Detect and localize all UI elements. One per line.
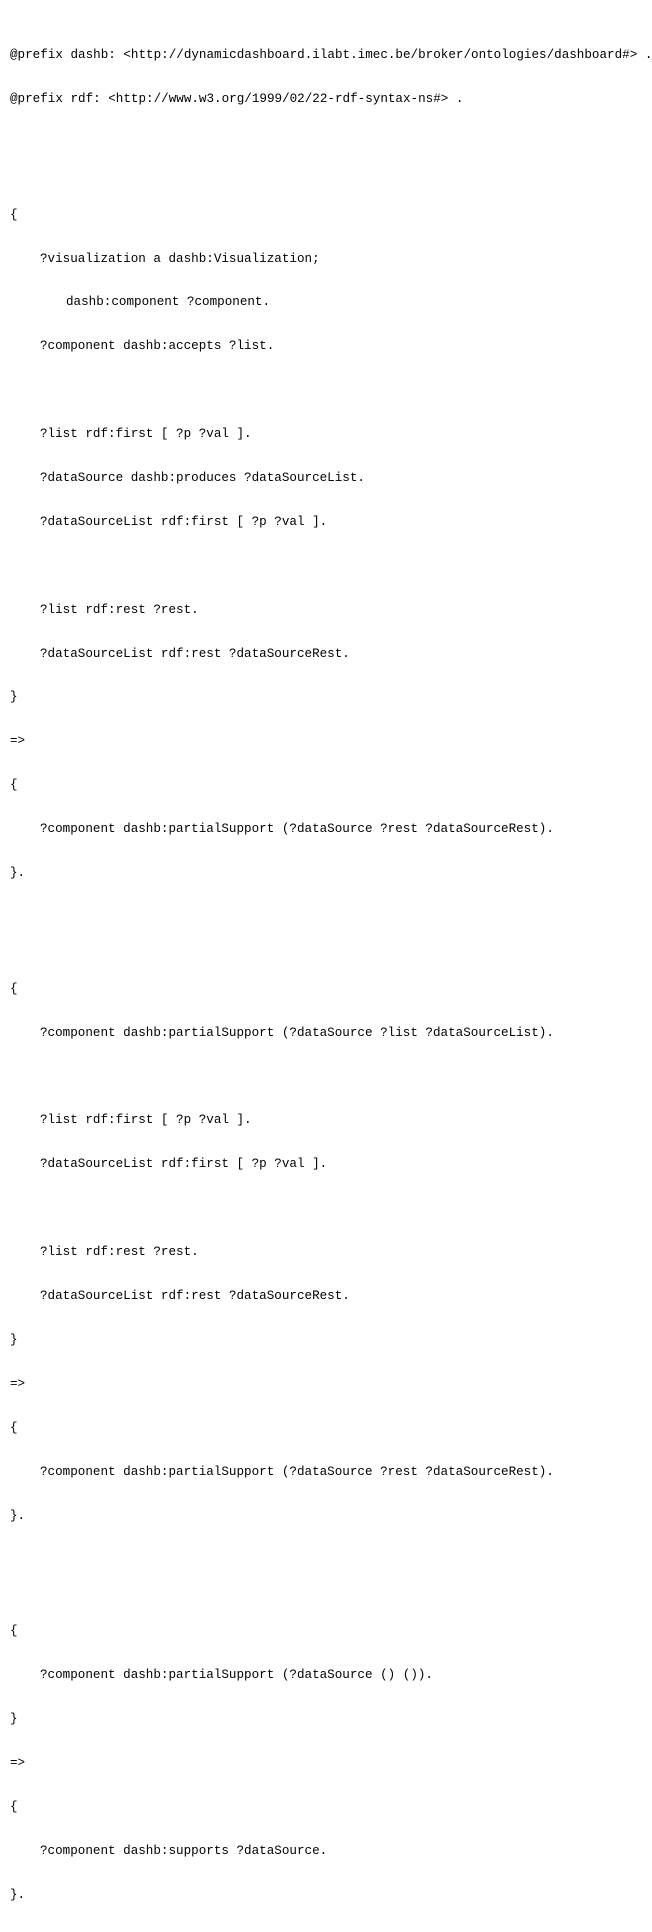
rule1-open-brace: { <box>10 207 18 222</box>
rule1-conclusion-open: { <box>10 778 18 793</box>
rule1-premise-line: ?component dashb:accepts ?list. <box>40 339 275 354</box>
blank-line <box>10 910 610 926</box>
rule2-premise-line: ?component dashb:partialSupport (?dataSource ?list ?dataSourceList). <box>40 1025 554 1040</box>
prefix-rdf-line: @prefix rdf: <http://www.w3.org/1999/02/22-rdf-syntax-ns#> . <box>10 91 464 106</box>
rule2-premise-line: ?list rdf:first [ ?p ?val ]. <box>40 1113 252 1128</box>
rule2-implies: => <box>10 1376 26 1391</box>
rule3-close-brace: } <box>10 1712 18 1727</box>
code-listing <box>10 6 652 1932</box>
rule3-premise-line: ?component dashb:partialSupport (?dataSource () ()). <box>40 1668 433 1683</box>
rule2-end: }. <box>10 1508 26 1523</box>
rule2-conclusion-open: { <box>10 1420 18 1435</box>
rule1-premise-line: ?dataSource dashb:produces ?dataSourceList. <box>40 471 365 486</box>
rule3-conclusion-line: ?component dashb:supports ?dataSource. <box>40 1843 328 1858</box>
rule1-close-brace: } <box>10 690 18 705</box>
rule3-end: }. <box>10 1887 26 1902</box>
rule2-close-brace: } <box>10 1332 18 1347</box>
rule2-premise-line: ?dataSourceList rdf:rest ?dataSourceRest. <box>40 1289 350 1304</box>
blank-line <box>10 383 610 399</box>
rule2-open-brace: { <box>10 981 18 996</box>
rule2-premise-line: ?list rdf:rest ?rest. <box>40 1245 199 1260</box>
blank-line <box>10 1201 610 1217</box>
rule3-open-brace: { <box>10 1624 18 1639</box>
rule3-implies: => <box>10 1755 26 1770</box>
rule2-premise-line: ?dataSourceList rdf:first [ ?p ?val ]. <box>40 1157 328 1172</box>
blank-line <box>10 136 610 152</box>
rule2-conclusion-line: ?component dashb:partialSupport (?dataSource ?rest ?dataSourceRest). <box>40 1464 554 1479</box>
prefix-dashb-line: @prefix dashb: <http://dynamicdashboard.ilabt.imec.be/broker/ontologies/dashboard#> . <box>10 48 652 62</box>
rule1-premise-line: ?list rdf:rest ?rest. <box>40 602 199 617</box>
rule1-end: }. <box>10 866 26 881</box>
rule1-premise-line: dashb:component ?component. <box>66 295 271 310</box>
blank-line <box>10 1552 610 1568</box>
rule1-implies: => <box>10 734 26 749</box>
rule1-conclusion-line: ?component dashb:partialSupport (?dataSource ?rest ?dataSourceRest). <box>40 822 554 837</box>
rule3-conclusion-open: { <box>10 1799 18 1814</box>
rule1-premise-line: ?dataSourceList rdf:rest ?dataSourceRest. <box>40 646 350 661</box>
rule1-premise-line: ?list rdf:first [ ?p ?val ]. <box>40 427 252 442</box>
rule1-premise-line: ?dataSourceList rdf:first [ ?p ?val ]. <box>40 514 328 529</box>
blank-line <box>10 1070 610 1086</box>
blank-line <box>10 559 610 575</box>
rule1-premise-line: ?visualization a dashb:Visualization; <box>40 251 320 266</box>
